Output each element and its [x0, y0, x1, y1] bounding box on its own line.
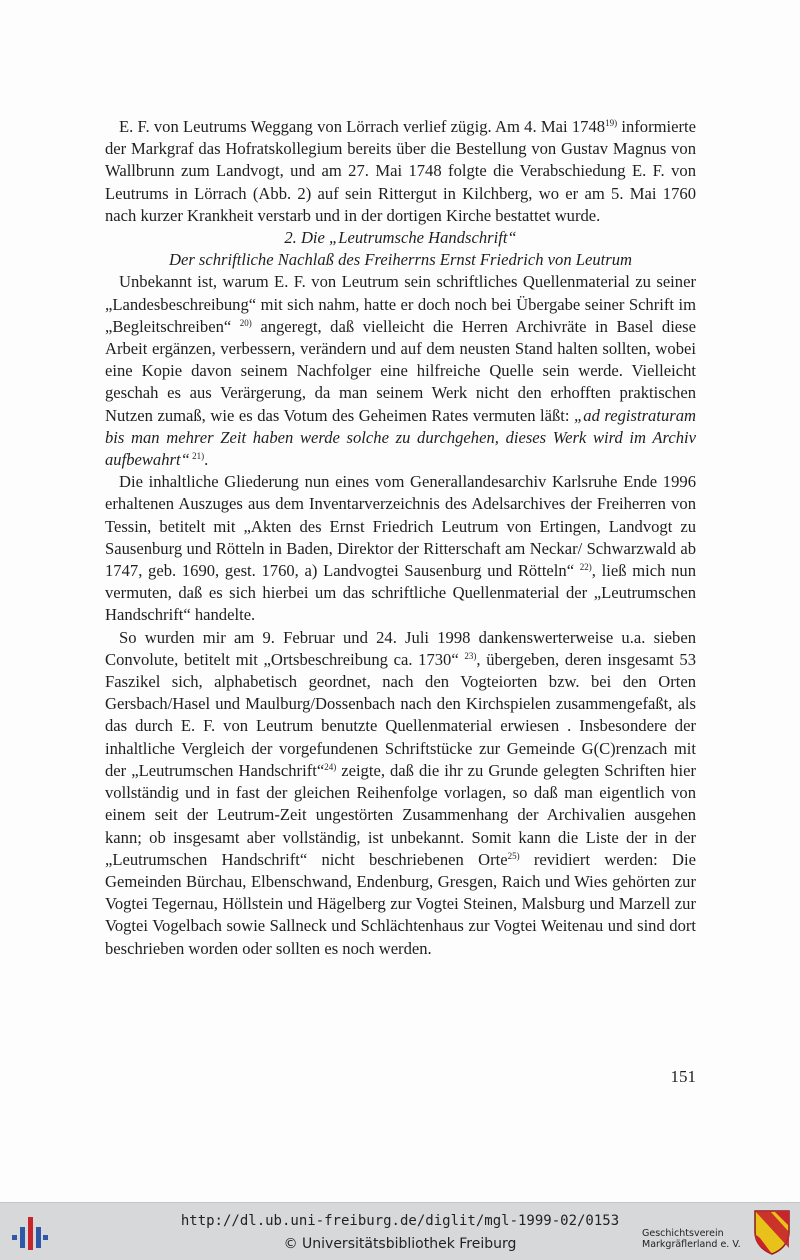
footnote-ref: 23) [464, 650, 477, 661]
text-run: revidiert werden: Die Gemeinden Bürchau, Elbenschwand, Endenburg, Gresgen, Raich und Wies gehörten zur Vogtei Tegernau, Höllstein und Hägelberg zur Vogtei Steinen, Malsburg und Marzell zur Vogtei Vogelbach sowie Sallneck und Schlächtenhaus zur Vogtei Weitenau und sind dort beschrieben worden oder sollten es noch werden. [105, 849, 696, 958]
copyright-notice: © Universitätsbibliothek Freiburg [283, 1236, 517, 1252]
society-name-line-1: Geschichtsverein [642, 1228, 724, 1239]
section-subheading: Der schriftliche Nachlaß des Freiherrns Ernst Friedrich von Leutrum [168, 250, 633, 270]
text-run: , ließ mich nun vermuten, daß es sich hierbei um das schriftliche Quellenmaterial der „Leutrumschen Handschrift“ handelte. [105, 561, 697, 625]
page-number: 151 [670, 1067, 696, 1086]
text-run: So wurden mir am 9. Februar und 24. Juli 1998 dankenswerterweise u.a. sieben Convolute, betitelt mit „Ortsbeschreibung ca. 1730“ [105, 627, 696, 669]
text-run: zeigte, daß die ihr zu Grunde gelegten Schriften hier vollständig und in fast der gleichen Reihenfolge vorlagen, so daß man eigentlich von einem seit der Leutrum-Zeit ungestörten Zusammenhang der Archivalien ausgehen kann; ob insgesamt aber vollständig, ist unbekannt. Somit kann die Liste der in der „Leutrumschen Handschrift“ nicht beschriebenen Orte [105, 760, 696, 869]
text-run: Die inhaltliche Gliederung nun eines vom Generallandesarchiv Karlsruhe Ende 1996 erhaltenen Auszuges aus dem Inventarverzeichnis des Adelsarchives der Freiherren von Tessin, betitelt mit „Akten des Ernst Friedrich Leutrum von Ertingen, Landvogt zu Sausenburg und Rötteln in Baden, Direktor der Ritterschaft am Neckar/ Schwarzwald ab 1747, geb. 1690, gest. 1760, a) Landvogtei Sausenburg und Rötteln“ [105, 472, 696, 581]
quoted-text: „ad registraturam bis man mehrer Zeit haben werde solche zu durchgehen, dieses Werk wird im Archiv aufbewahrt“ [105, 405, 696, 470]
footnote-ref: 19) [605, 118, 618, 128]
paragraph-3 [105, 471, 696, 626]
footnote-ref: 20) [239, 317, 252, 328]
footer-bar [0, 1202, 800, 1260]
coat-of-arms-icon [752, 1208, 792, 1256]
society-name [642, 1228, 752, 1250]
chapter-heading: 2. Die „Leutrumsche Handschrift“ [284, 228, 517, 248]
footnote-ref: 25) [507, 850, 520, 861]
text-run: , übergeben, deren insgesamt 53 Faszikel sich, alphabetisch geordnet, nach den Vogteiorten bzw. bei den Orten Gersbach/Hasel und Maulburg/Dossenbach nach den Kirchspielen zusammengefaßt, als das durch E. F. von Leutrum benutzte Quellenmaterial erwiesen . Insbesondere der inhaltliche Vergleich der vorgefundenen Schriftstücke zur Gemeinde G(C)renzach mit der „Leutrumschen Handschrift“ [105, 649, 696, 780]
footnote-ref: 22) [579, 562, 592, 573]
footnote-ref: 24) [324, 761, 337, 772]
paragraph-4 [105, 627, 696, 960]
source-url-link[interactable]: http://dl.ub.uni-freiburg.de/diglit/mgl-1999-02/0153 [180, 1213, 620, 1229]
page-body [105, 116, 696, 960]
text-run: angeregt, daß vielleicht die Herren Archivräte in Basel diese Arbeit ergänzen, verbessern, verändern und auf dem neusten Stand halten sollten, wobei eine Kopie davon seinem Nachfolger eine hilfreiche Quelle sein werde. Vielleicht geschah es aus Verärgerung, da man seinem Werk nicht den erhofften praktischen Nutzen zumaß, wie es das Votum des Geheimen Rates vermuten läßt: [105, 316, 696, 425]
footnote-ref: 21) [189, 451, 205, 462]
text-run: Unbekannt ist, warum E. F. von Leutrum sein schriftliches Quellenmaterial zu seiner „Landesbeschreibung“ mit sich nahm, hatte er doch noch bei Übergabe seiner Schrift im „Begleitschreiben“ [105, 272, 696, 336]
text-run: informierte der Markgraf das Hofratskollegium bereits über die Bestellung von Gustav Magnus von Wallbrunn zum Landvogt, und am 27. Mai 1748 folgte die Verabschiedung E. F. von Leutrums in Lörrach (Abb. 2) auf sein Rittergut in Kilchberg, wo er am 5. Mai 1760 nach kurzer Krankheit verstarb und in der dortigen Kirche bestattet wurde. [105, 117, 696, 225]
text-run: . [204, 450, 209, 470]
text-run: E. F. von Leutrums Weggang von Lörrach verlief zügig. Am 4. Mai 1748 [119, 117, 606, 136]
paragraph-1 [105, 116, 696, 227]
society-name-line-2: Markgräflerland e. V. [642, 1239, 741, 1250]
paragraph-2 [105, 271, 696, 471]
